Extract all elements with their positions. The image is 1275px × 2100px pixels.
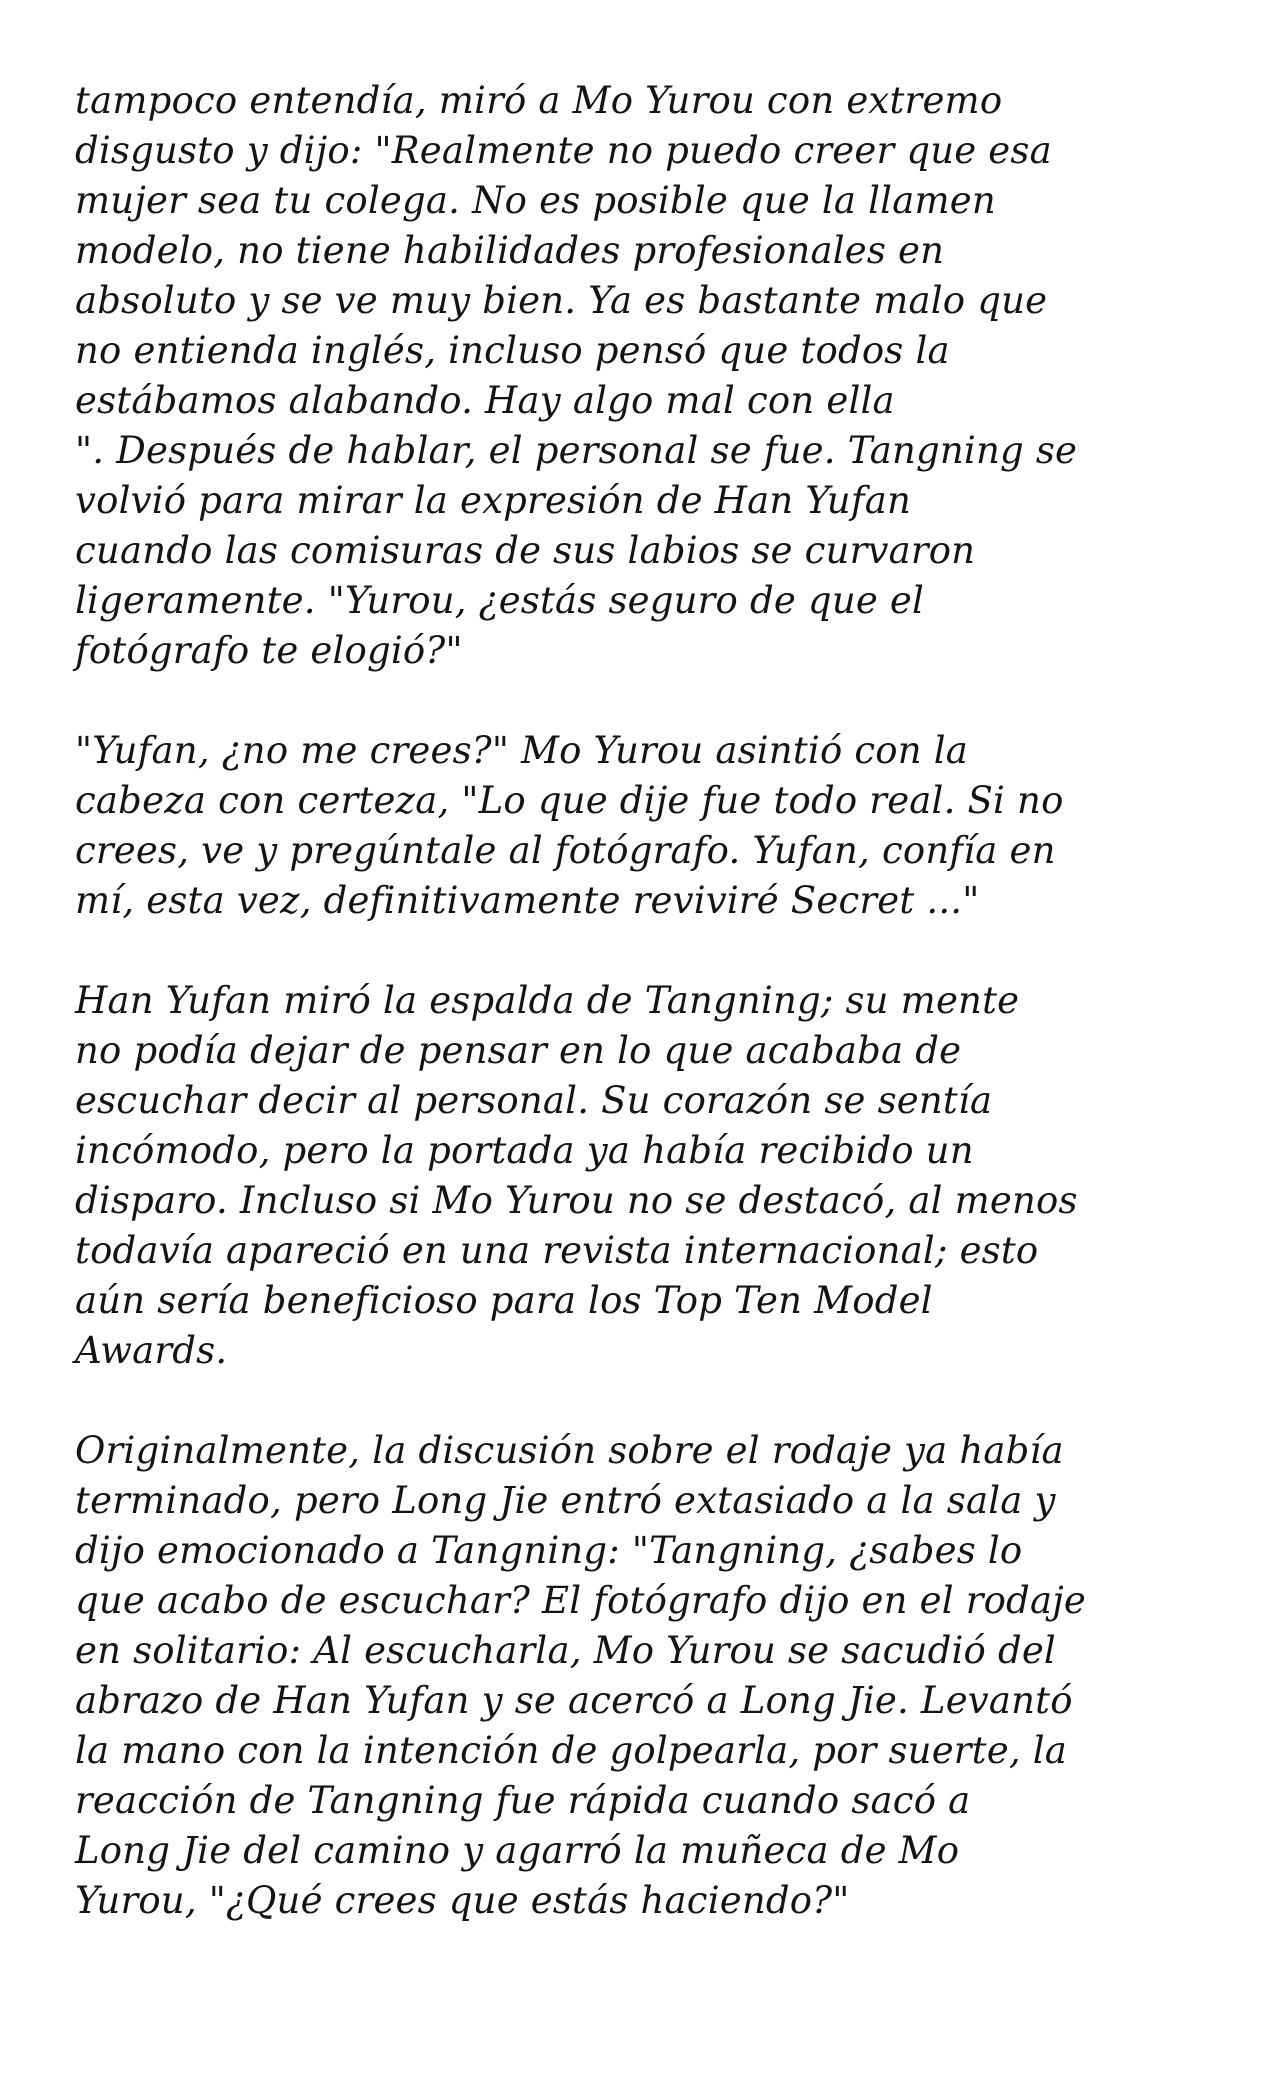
text-line: crees, ve y pregúntale al fotógrafo. Yufan, confía en: [75, 829, 1056, 872]
text-line: aún sería beneficioso para los Top Ten Model: [75, 1279, 933, 1322]
text-line: ". Después de hablar, el personal se fue. Tangning se: [75, 429, 1078, 472]
text-line: "Yufan, ¿no me crees?" Mo Yurou asintió con la: [75, 729, 969, 772]
text-line: volvió para mirar la expresión de Han Yufan: [75, 479, 912, 522]
text-line: absoluto y se ve muy bien. Ya es bastante malo que: [75, 279, 1048, 322]
text-line: Awards.: [75, 1329, 228, 1372]
text-line: que acabo de escuchar? El fotógrafo dijo en el rodaje: [75, 1579, 1086, 1622]
text-line: Han Yufan miró la espalda de Tangning; su mente: [75, 979, 1020, 1022]
text-line: abrazo de Han Yufan y se acercó a Long Jie. Levantó: [75, 1679, 1073, 1722]
text-line: Yurou, "¿Qué crees que estás haciendo?": [75, 1879, 850, 1922]
text-line: no podía dejar de pensar en lo que acababa de: [75, 1029, 962, 1072]
text-line: disparo. Incluso si Mo Yurou no se destacó, al menos: [75, 1179, 1078, 1222]
paragraph-1: [75, 76, 1225, 676]
text-line: incómodo, pero la portada ya había recibido un: [75, 1129, 974, 1172]
text-line: disgusto y dijo: "Realmente no puedo creer que esa: [75, 129, 1052, 172]
text-line: ligeramente. "Yurou, ¿estás seguro de que el: [75, 579, 925, 622]
paragraph-4: [75, 1426, 1225, 1926]
text-line: escuchar decir al personal. Su corazón se sentía: [75, 1079, 993, 1122]
text-line: Long Jie del camino y agarró la muñeca de Mo: [75, 1829, 960, 1872]
text-line: reacción de Tangning fue rápida cuando sacó a: [75, 1779, 971, 1822]
text-line: dijo emocionado a Tangning: "Tangning, ¿sabes lo: [75, 1529, 1023, 1572]
paragraph-3: [75, 976, 1225, 1376]
text-line: modelo, no tiene habilidades profesionales en: [75, 229, 945, 272]
text-line: no entienda inglés, incluso pensó que todos la: [75, 329, 950, 372]
text-line: tampoco entendía, miró a Mo Yurou con extremo: [75, 79, 1003, 122]
text-line: cabeza con certeza, "Lo que dije fue todo real. Si no: [75, 779, 1064, 822]
paragraph-2: [75, 726, 1225, 926]
text-line: todavía apareció en una revista internacional; esto: [75, 1229, 1039, 1272]
text-line: mujer sea tu colega. No es posible que la llamen: [75, 179, 996, 222]
text-line: la mano con la intención de golpearla, por suerte, la: [75, 1729, 1068, 1772]
text-line: fotógrafo te elogió?": [75, 629, 463, 672]
text-line: terminado, pero Long Jie entró extasiado a la sala y: [75, 1479, 1056, 1522]
text-line: estábamos alabando. Hay algo mal con ella: [75, 379, 895, 422]
document-body: [75, 76, 1225, 1976]
text-line: en solitario: Al escucharla, Mo Yurou se sacudió del: [75, 1629, 1056, 1672]
text-line: cuando las comisuras de sus labios se curvaron: [75, 529, 976, 572]
text-line: Originalmente, la discusión sobre el rodaje ya había: [75, 1429, 1064, 1472]
text-line: mí, esta vez, definitivamente reviviré Secret ...": [75, 879, 980, 922]
